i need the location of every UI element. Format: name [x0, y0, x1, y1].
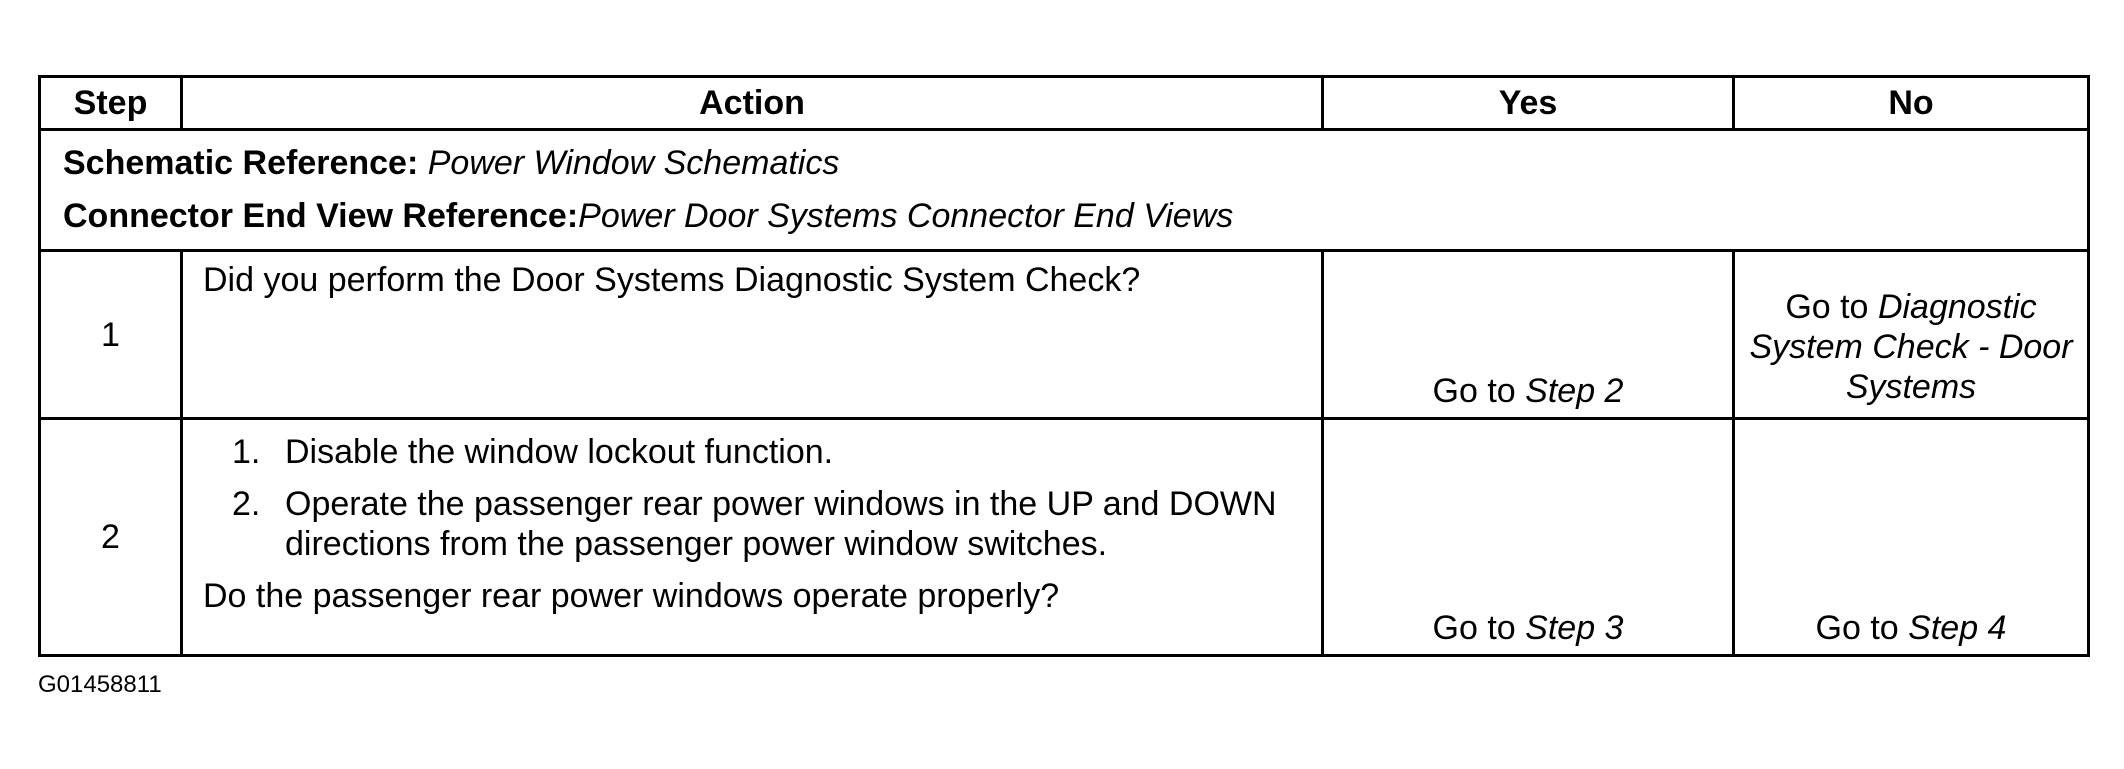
action-cell	[182, 419, 1323, 656]
instruction-number: 2.	[232, 485, 261, 523]
instruction-item	[203, 484, 1305, 564]
connector-reference-label: Connector End View Reference:	[63, 197, 579, 235]
instruction-text: Disable the window lockout function.	[285, 433, 834, 471]
connector-reference	[63, 190, 2067, 243]
diagnostic-table-container	[38, 75, 2087, 657]
instruction-item	[203, 432, 1305, 472]
header-yes: Yes	[1323, 77, 1734, 130]
schematic-reference-link[interactable]: Power Window Schematics	[427, 144, 840, 182]
yes-link[interactable]: Step 2	[1525, 372, 1624, 410]
instruction-list	[203, 432, 1305, 564]
no-prefix: Go to	[1815, 609, 1899, 647]
instruction-number: 1.	[232, 433, 261, 471]
yes-cell	[1323, 419, 1734, 656]
step-number: 2	[40, 419, 182, 656]
reference-row	[40, 130, 2089, 251]
header-row	[40, 77, 2089, 130]
step-number: 1	[40, 251, 182, 419]
no-cell	[1734, 251, 2089, 419]
reference-cell	[40, 130, 2089, 251]
diagnostic-table	[38, 75, 2090, 657]
step-question: Do the passenger rear power windows operate properly?	[203, 577, 1060, 615]
connector-reference-link[interactable]: Power Door Systems Connector End Views	[578, 197, 1234, 235]
no-cell	[1734, 419, 2089, 656]
schematic-reference-label: Schematic Reference:	[63, 144, 419, 182]
header-action: Action	[182, 77, 1323, 130]
header-no: No	[1734, 77, 2089, 130]
action-cell	[182, 251, 1323, 419]
no-link[interactable]: Step 4	[1908, 609, 2007, 647]
yes-link[interactable]: Step 3	[1525, 609, 1624, 647]
instruction-text: Operate the passenger rear power windows in the UP and DOWN directions from the passenger power window switches.	[285, 485, 1277, 563]
no-prefix: Go to	[1785, 287, 1869, 326]
table-row	[40, 419, 2089, 656]
step-question: Did you perform the Door Systems Diagnostic System Check?	[203, 261, 1141, 299]
table-row	[40, 251, 2089, 419]
yes-prefix: Go to	[1432, 609, 1516, 647]
yes-prefix: Go to	[1432, 372, 1516, 410]
schematic-reference	[63, 137, 2067, 190]
yes-cell	[1323, 251, 1734, 419]
header-step: Step	[40, 77, 182, 130]
no-link[interactable]: Diagnostic System Check - Door Systems	[1749, 287, 2073, 406]
figure-id: G01458811	[38, 671, 162, 698]
